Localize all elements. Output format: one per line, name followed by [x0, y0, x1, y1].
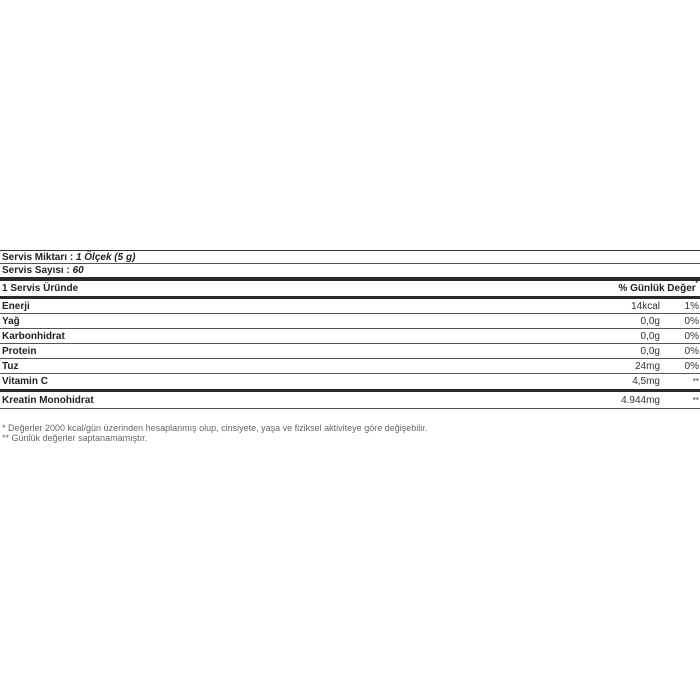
nutrient-amount: 4.944mg: [621, 395, 660, 406]
table-row: [0, 314, 700, 329]
serving-count-row: [0, 264, 700, 277]
nutrient-daily-value: **: [692, 377, 699, 386]
serving-size-row: [0, 251, 700, 264]
daily-value-asterisk: *: [695, 281, 698, 287]
nutrient-name: Enerji: [2, 301, 30, 312]
nutrient-daily-value: **: [692, 396, 699, 405]
nutrient-amount: 24mg: [634, 361, 660, 372]
table-row: [0, 374, 700, 389]
per-serving-heading: 1 Servis Üründe: [2, 283, 79, 294]
serving-count-value: 60: [72, 265, 84, 276]
nutrition-facts-panel: [0, 250, 700, 409]
nutrient-daily-value: 1%: [684, 301, 699, 312]
nutrient-amount: 0,0g: [640, 346, 660, 357]
table-header-row: [0, 281, 700, 296]
nutrient-name: Tuz: [2, 361, 19, 372]
nutrient-daily-value: 0%: [684, 331, 699, 342]
serving-count-label: Servis Sayısı :: [2, 265, 70, 276]
nutrient-daily-value: 0%: [684, 316, 699, 327]
nutrient-name: Yağ: [2, 316, 20, 327]
footnote-not-established: ** Günlük değerler saptanamamıştır.: [2, 433, 148, 443]
nutrient-name: Kreatin Monohidrat: [2, 395, 94, 406]
footnotes: [2, 423, 427, 443]
table-row: [0, 344, 700, 359]
footnote-daily-value: * Değerler 2000 kcal/gün üzerinden hesaplanmış olup, cinsiyete, yaşa ve fiziksel aktiviteye göre değişebilir.: [2, 423, 428, 433]
table-row: [0, 329, 700, 344]
nutrient-amount: 4,5mg: [632, 376, 660, 387]
nutrient-amount: 0,0g: [640, 316, 660, 327]
serving-size-value: 1 Ölçek (5 g): [75, 252, 136, 263]
nutrient-daily-value: 0%: [684, 361, 699, 372]
nutrient-amount: 0,0g: [640, 331, 660, 342]
nutrient-daily-value: 0%: [684, 346, 699, 357]
daily-value-heading: % Günlük Değer*: [618, 281, 698, 294]
table-row: [0, 359, 700, 374]
table-row: [0, 299, 700, 314]
nutrient-amount: 14kcal: [631, 301, 660, 312]
nutrient-name: Protein: [2, 346, 37, 357]
table-row: [0, 392, 700, 409]
nutrient-name: Vitamin C: [2, 376, 48, 387]
nutrient-name: Karbonhidrat: [2, 331, 65, 342]
serving-size-label: Servis Miktarı :: [2, 252, 74, 263]
